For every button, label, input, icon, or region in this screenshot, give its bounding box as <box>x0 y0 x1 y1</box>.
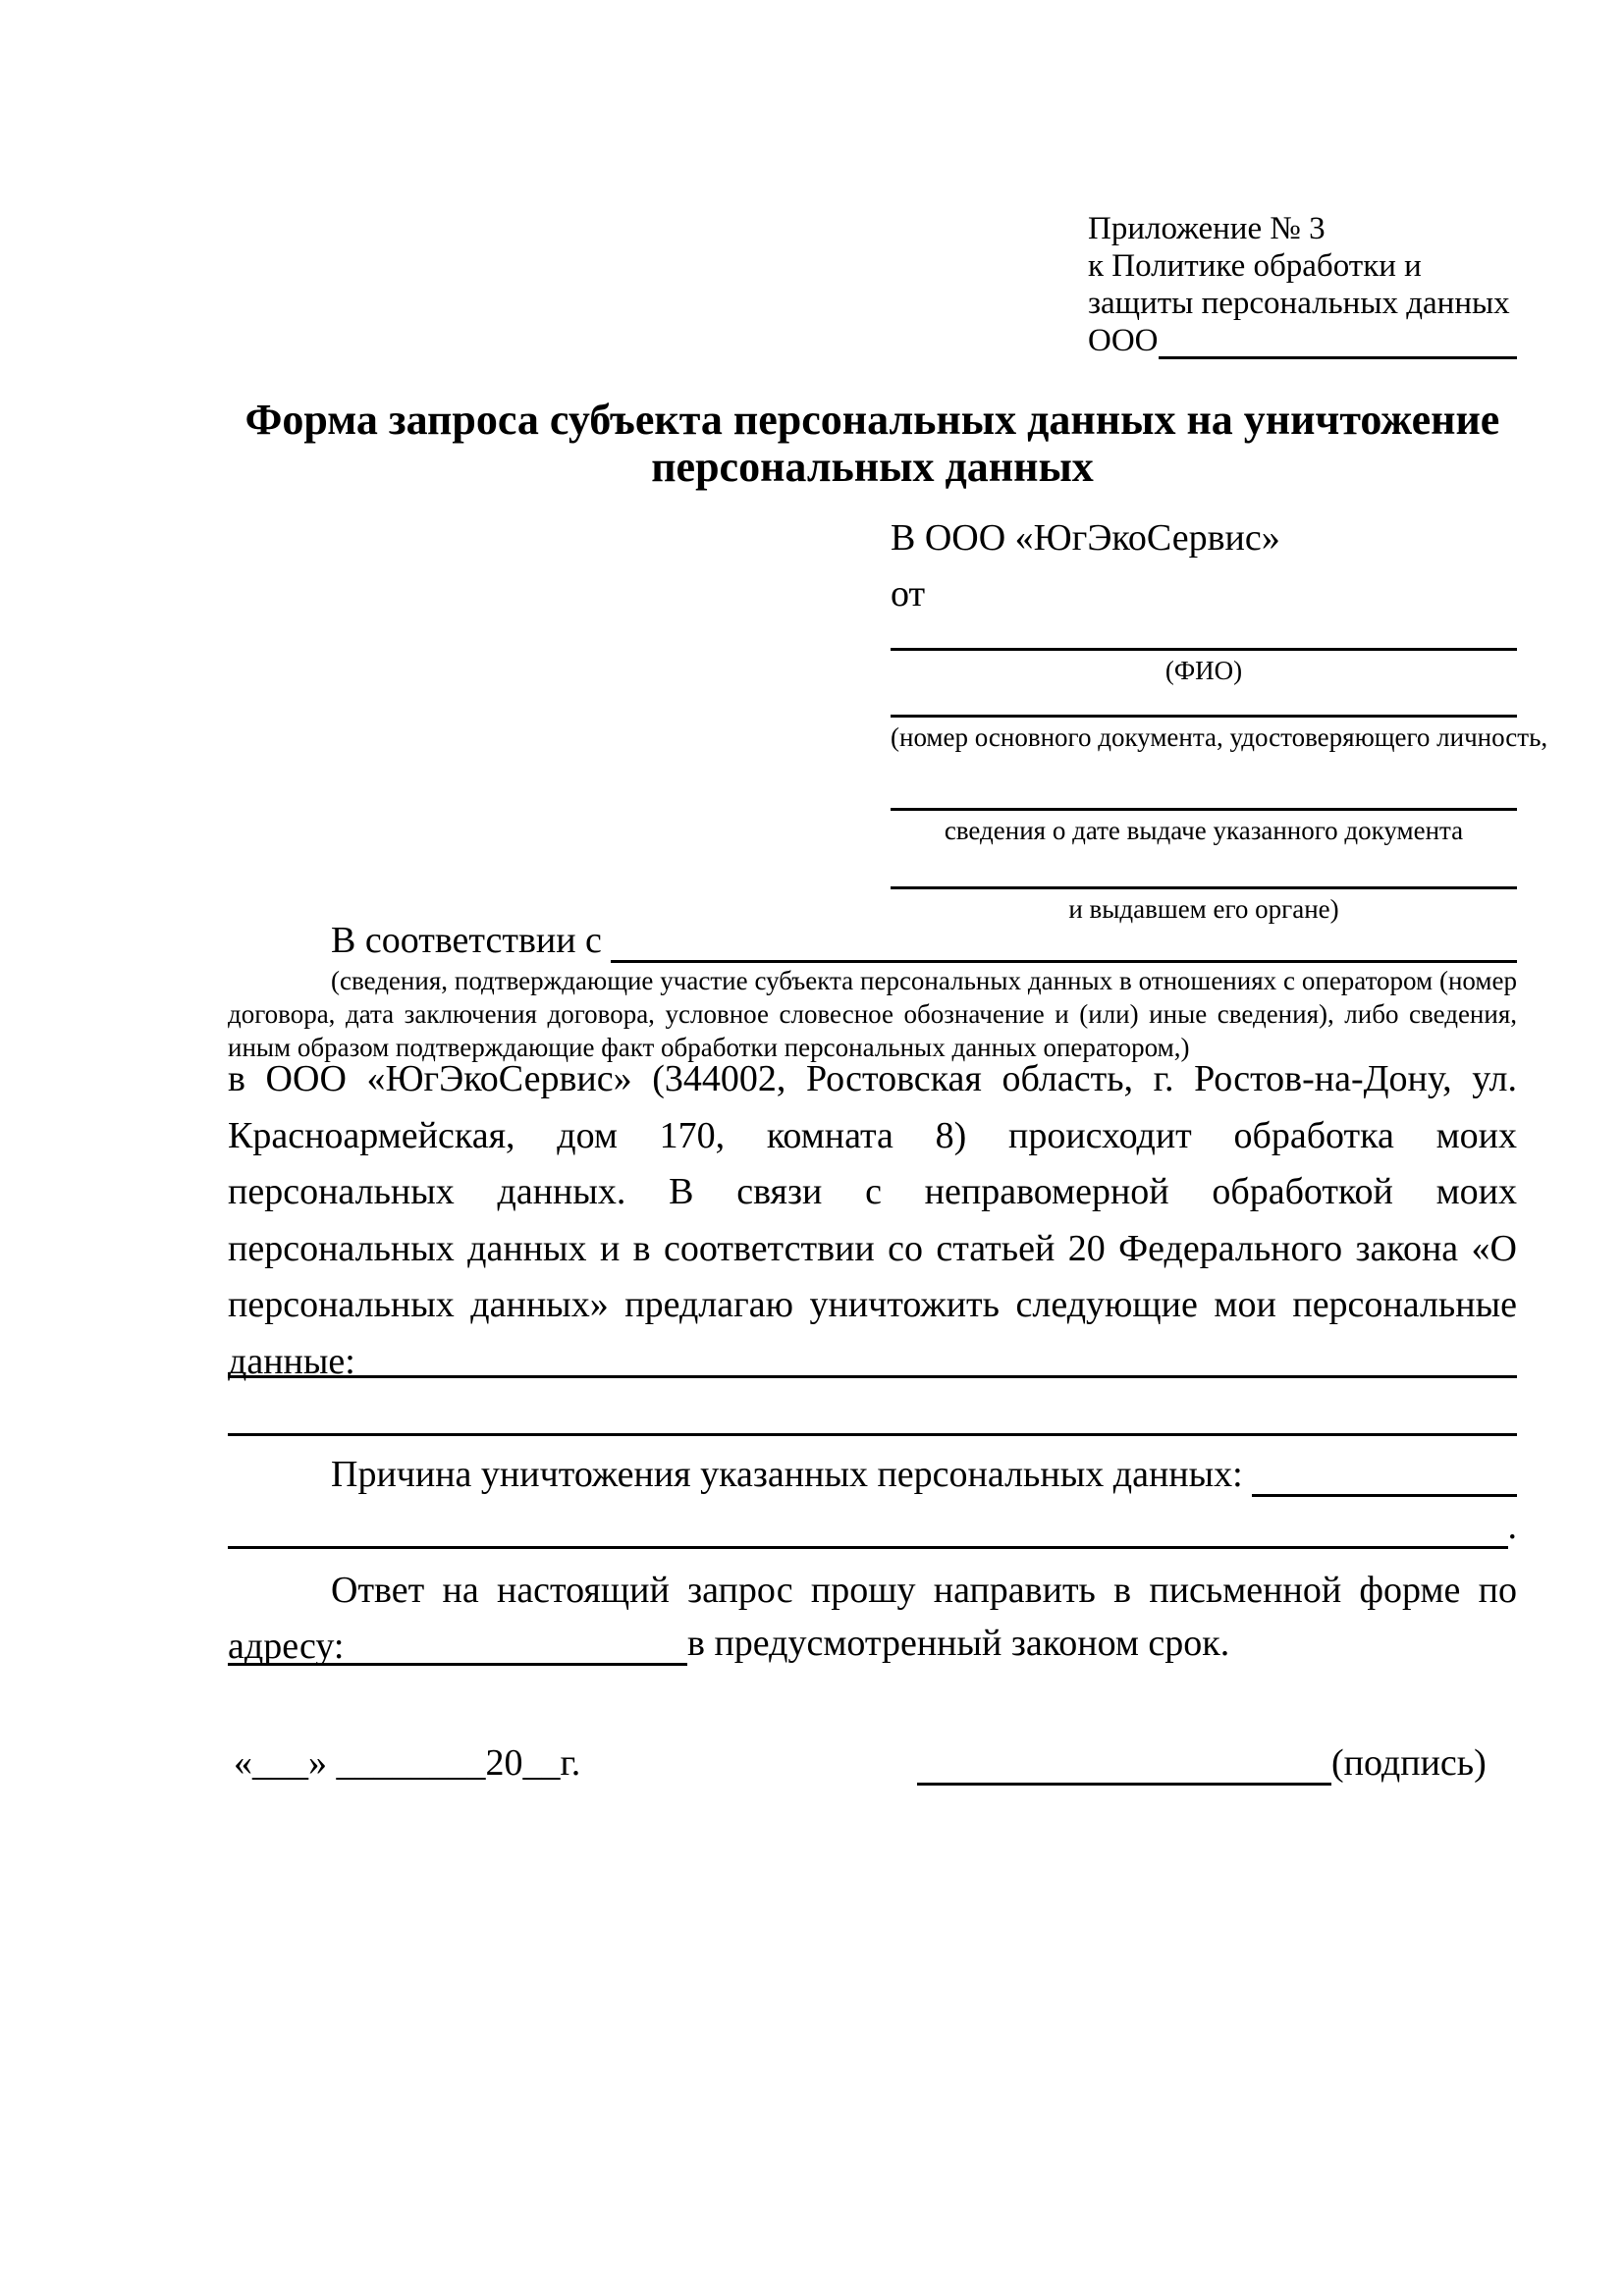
accordance-row <box>228 913 1517 969</box>
reply-tail-text: в предусмотренный законом срок. <box>687 1623 1230 1664</box>
fio-caption: (ФИО) <box>1164 656 1243 685</box>
company-blank-row <box>1088 322 1517 359</box>
date-blank-text: «___» ________20__г. <box>234 1742 581 1784</box>
accordance-label: В соответствии с <box>331 920 602 961</box>
signature-caption: (подпись) <box>1331 1742 1487 1784</box>
period-mark: . <box>1507 1506 1517 1547</box>
accordance-blank-line <box>611 913 1517 963</box>
appendix-header <box>1088 210 1517 359</box>
reply-paragraph: Ответ на настоящий запрос прошу направить в письменной форме по адресу: <box>228 1570 1517 1667</box>
reason-continuation-row <box>228 1499 1517 1555</box>
reason-blank-line-2 <box>228 1499 1508 1549</box>
issuing-authority-blank-line <box>891 886 1517 889</box>
signature-blank-line <box>917 1735 1331 1786</box>
fio-blank-line <box>891 648 1517 651</box>
reply-address-row <box>228 1616 1517 1672</box>
company-name-blank <box>1159 322 1518 359</box>
reason-blank-line <box>1252 1447 1517 1497</box>
document-number-blank-line <box>891 715 1517 718</box>
data-blank-line-2 <box>228 1433 1517 1436</box>
addressee-from-label: от <box>891 573 926 614</box>
document-title: Форма запроса субъекта персональных данных на уничтожение персональных данных <box>244 396 1500 491</box>
accordance-space <box>602 913 612 969</box>
body-paragraph: в ООО «ЮгЭкоСервис» (344002, Ростовская область, г. Ростов-на-Дону, ул. Красноармейская, дом 170, комната 8) происходит обработка моих персональных данных. В связи с неправомерной обработкой моих персональных данных и в соответствии со статьей 20 Федерального закона «О персональных данных» предлагаю уничтожить следующие мои персональные данные: <box>228 1058 1517 1382</box>
issuing-authority-caption: и выдавшем его органе) <box>1068 894 1339 924</box>
document-number-caption: (номер основного документа, удостоверяющего личность, <box>891 722 1548 752</box>
data-blank-line-1 <box>228 1375 1517 1378</box>
appendix-policy-line2: защиты персональных данных <box>1088 286 1510 321</box>
issue-date-caption: сведения о дате выдаче указанного документа <box>944 816 1464 845</box>
signature-row <box>917 1735 1517 1791</box>
addressee-to: В ООО «ЮгЭкоСервис» <box>891 517 1280 559</box>
accordance-note: (сведения, подтверждающие участие субъекта персональных данных в отношениях с оператором (номер договора, дата заключения договора, условное словесное обозначение и (или) иные сведения), либо сведения, иным образом подтверждающие факт обработки персональных данных оператором,) <box>228 966 1517 1062</box>
address-blank-line <box>228 1616 687 1666</box>
reason-label: Причина уничтожения указанных персональных данных: <box>331 1454 1243 1495</box>
reason-space <box>1243 1447 1253 1503</box>
issue-date-blank-line <box>891 808 1517 811</box>
company-label: ООО <box>1088 323 1159 358</box>
appendix-policy-line: к Политике обработки и <box>1088 248 1422 284</box>
appendix-number: Приложение № 3 <box>1088 211 1326 246</box>
reason-row <box>228 1447 1517 1503</box>
